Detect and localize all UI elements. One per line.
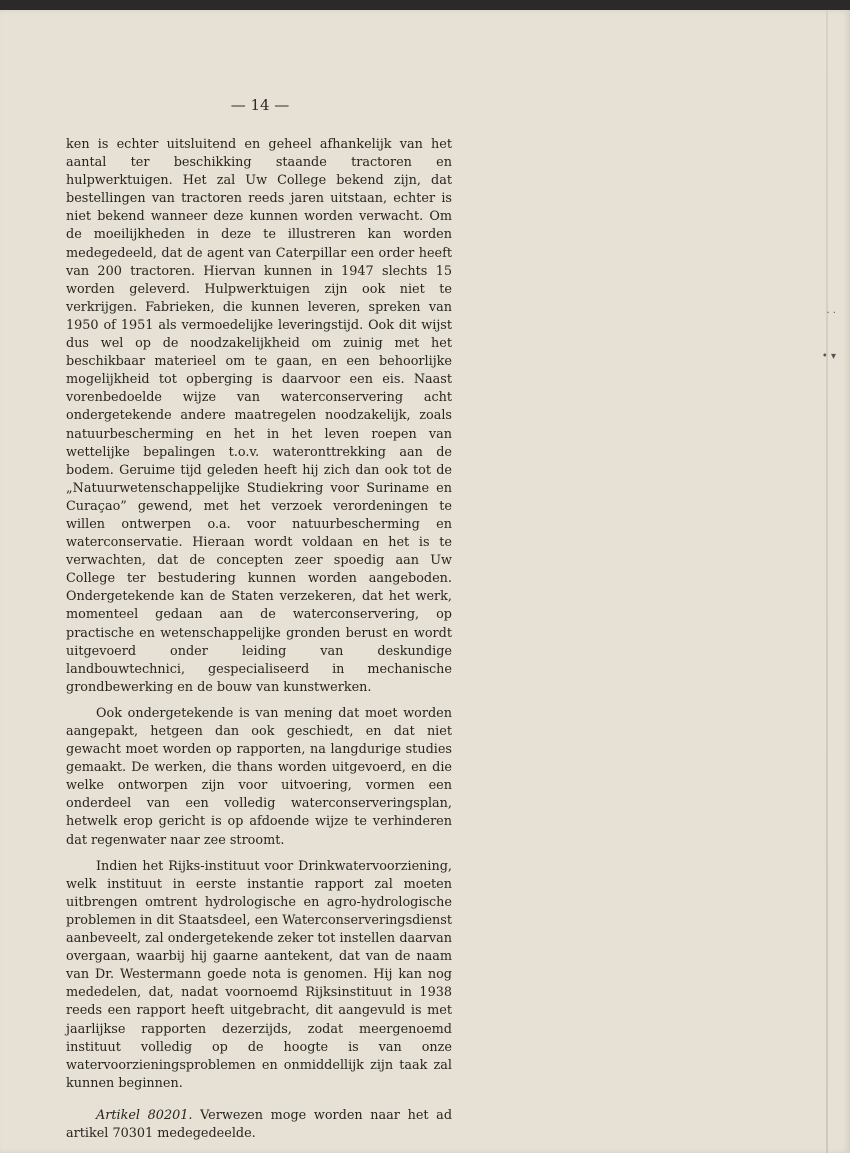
margin-mark-2: • ▾ (821, 351, 836, 362)
paragraph-4-artikel (66, 1107, 452, 1143)
document-page (0, 10, 850, 1153)
artikel-label: Artikel 80201. (96, 1107, 193, 1123)
margin-mark-1: . . (826, 305, 836, 316)
page-number: — 14 — (230, 96, 290, 114)
paragraph-1: ken is echter uitsluitend en geheel afhankelijk van het aantal ter beschikking staande tractoren en hulpwerktuigen. Het zal Uw College bekend zijn, dat bestellingen van tractoren reeds jaren uitstaan, echter is niet bekend wanneer deze kunnen worden verwacht. Om de moeilijkheden in deze te illustreren kan worden medegedeeld, dat de agent van Caterpillar een order heeft van 200 tractoren. Hiervan kunnen in 1947 slechts 15 worden geleverd. Hulpwerktuigen zijn ook niet te verkrijgen. Fabrieken, die kunnen leveren, spreken van 1950 of 1951 als vermoedelijke leveringstijd. Ook dit wijst dus wel op de noodzakelijkheid om zuinig met het beschikbaar materieel om te gaan, en een behoorlijke mogelijkheid tot opberging is daarvoor een eis. Naast vorenbedoelde wijze van waterconservering acht ondergetekende andere maatregelen noodzakelijk, zoals natuurbescherming en het in het leven roepen van wettelijke bepalingen t.o.v. wateronttrekking aan de bodem. Geruime tijd geleden heeft hij zich dan ook tot de „Natuurwetenschappelijke Studiekring voor Suriname en Curaçao” gewend, met het verzoek verordeningen te willen ontwerpen o.a. voor natuurbescherming en waterconservatie. Hieraan wordt voldaan en het is te verwachten, dat de concepten zeer spoedig aan Uw College ter bestudering kunnen worden aangeboden. Ondergetekende kan de Staten verzekeren, dat het werk, momenteel gedaan aan de waterconservering, op practische en wetenschappelijke gronden berust en wordt uitgevoerd onder leiding van deskundige landbouwtechnici, gespecialiseerd in mechanische grondbewerking en de bouw van kunstwerken. (66, 137, 452, 695)
paragraph-2: Ook ondergetekende is van mening dat moet worden aangepakt, hetgeen dan ook geschiedt, en dat niet gewacht moet worden op rapporten, na langdurige studies gemaakt. De werken, die thans worden uitgevoerd, en die welke ontworpen zijn voor uitvoering, vormen een onderdeel van een volledig waterconserveringsplan, hetwelk erop gericht is op afdoende wijze te verhinderen dat regenwater naar zee stroomt. (66, 705, 452, 848)
body-text (66, 136, 452, 1151)
artikel-text: Verwezen moge worden naar het ad artikel 70301 medegedeelde. (66, 1107, 453, 1141)
margin-marks (822, 288, 836, 380)
paragraph-3: Indien het Rijks-instituut voor Drinkwatervoorziening, welk instituut in eerste instantie rapport zal moeten uitbrengen omtrent hydrologische en agro-hydrologische problemen in dit Staatsdeel, een Waterconserveringsdienst aanbeveelt, zal ondergetekende zeker tot instellen daarvan overgaan, waarbij hij gaarne aantekent, dat van de naam van Dr. Westermann goede nota is genomen. Hij kan nog mededelen, dat, nadat voornoemd Rijksinstituut in 1938 reeds een rapport heeft uitgebracht, dit aangevuld is met jaarlijkse rapporten dezerzijds, zodat meergenoemd instituut volledig op de hoogte is van onze watervoorzieningsproblemen en onmiddellijk zijn taak zal kunnen beginnen. (66, 858, 452, 1091)
page-fold-edge (826, 10, 828, 1153)
